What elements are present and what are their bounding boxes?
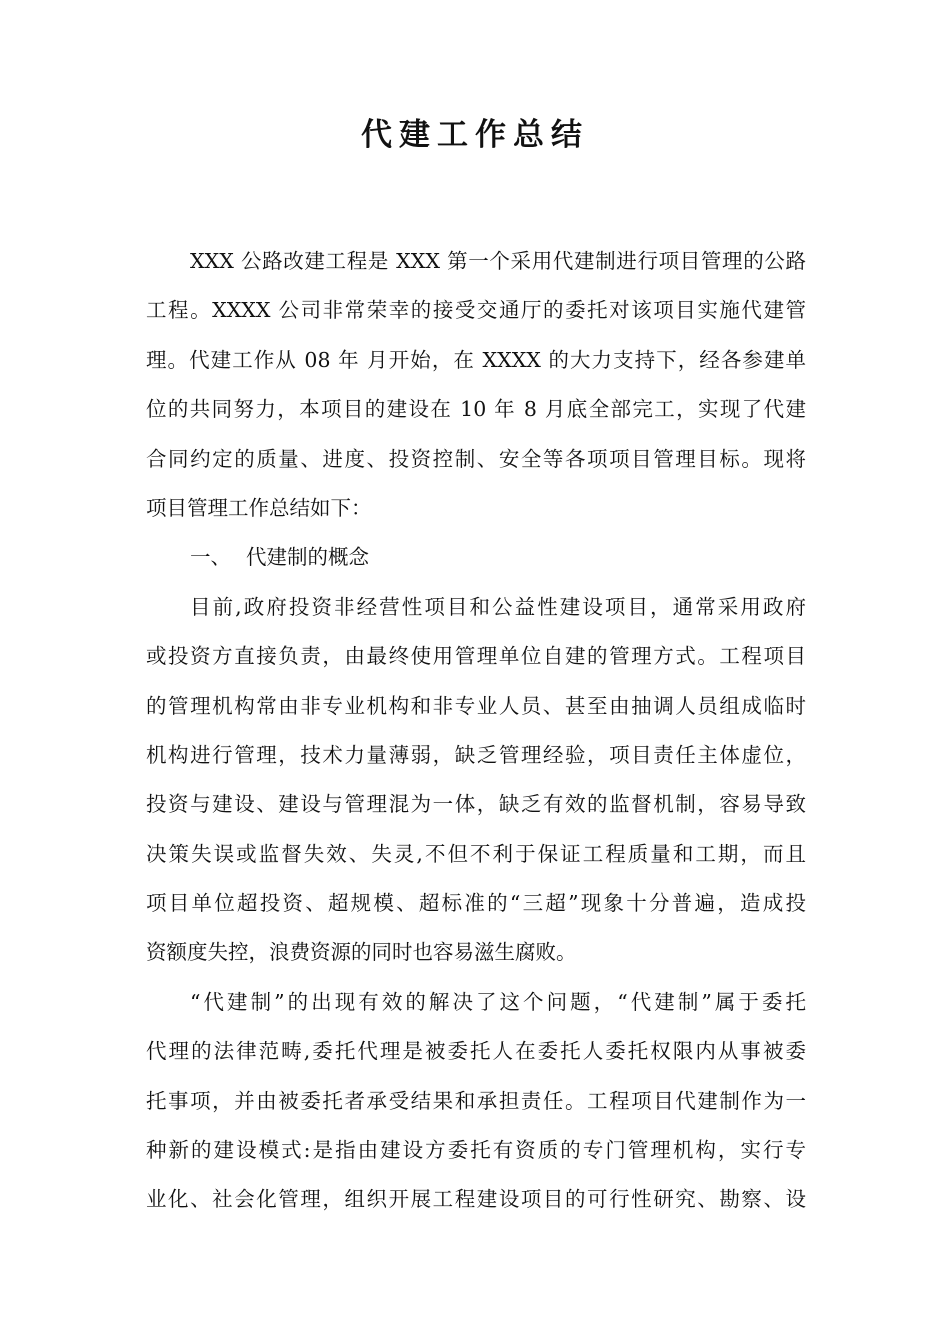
paragraph-line: 代理的法律范畴,委托代理是被委托人在委托人委托权限内从事被委 <box>146 1039 806 1064</box>
paragraph-line: 种新的建设模式:是指由建设方委托有资质的专门管理机构，实行专 <box>146 1138 806 1163</box>
paragraph-line: 合同约定的质量、进度、投资控制、安全等各项项目管理目标。现将 <box>146 446 806 471</box>
paragraph-line: 理。代建工作从 08 年 月开始，在 XXXX 的大力支持下，经各参建单 <box>146 347 806 372</box>
paragraph-line: 工程。XXXX 公司非常荣幸的接受交通厅的委托对该项目实施代建管 <box>146 298 806 323</box>
section-heading <box>146 537 806 586</box>
document-title: 代建工作总结 <box>361 117 589 153</box>
paragraph-line: “代建制”的出现有效的解决了这个问题，“代建制”属于委托 <box>190 989 806 1014</box>
document-body <box>146 241 806 1229</box>
paragraph-line: 决策失误或监督失效、失灵,不但不利于保证工程质量和工期，而且 <box>146 841 806 866</box>
paragraph-line: XXX 公路改建工程是 XXX 第一个采用代建制进行项目管理的公路 <box>190 249 806 273</box>
paragraph-line: 或投资方直接负责，由最终使用管理单位自建的管理方式。工程项目 <box>146 644 806 669</box>
paragraph-line: 的管理机构常由非专业机构和非专业人员、甚至由抽调人员组成临时 <box>146 693 806 718</box>
paragraph-line: 机构进行管理，技术力量薄弱，缺乏管理经验，项目责任主体虚位， <box>146 742 806 767</box>
paragraph-line: 位的共同努力，本项目的建设在 10 年 8 月底全部完工，实现了代建 <box>146 397 806 422</box>
paragraph-line: 业化、社会化管理，组织开展工程建设项目的可行性研究、勘察、设 <box>146 1187 806 1212</box>
paragraph-line: 资额度失控，浪费资源的同时也容易滋生腐败。 <box>146 940 577 965</box>
paragraph-line: 目前,政府投资非经营性项目和公益性建设项目，通常采用政府 <box>190 594 806 619</box>
paragraph-line: 托事项，并由被委托者承受结果和承担责任。工程项目代建制作为一 <box>146 1088 806 1113</box>
section-title: 代建制的概念 <box>246 545 369 570</box>
paragraph-line: 项目单位超投资、超规模、超标准的“三超”现象十分普遍，造成投 <box>146 891 806 916</box>
paragraph-line: 投资与建设、建设与管理混为一体，缺乏有效的监督机制，容易导致 <box>146 792 806 817</box>
paragraph-line: 项目管理工作总结如下： <box>146 495 372 520</box>
section-number: 一、 <box>190 545 231 570</box>
